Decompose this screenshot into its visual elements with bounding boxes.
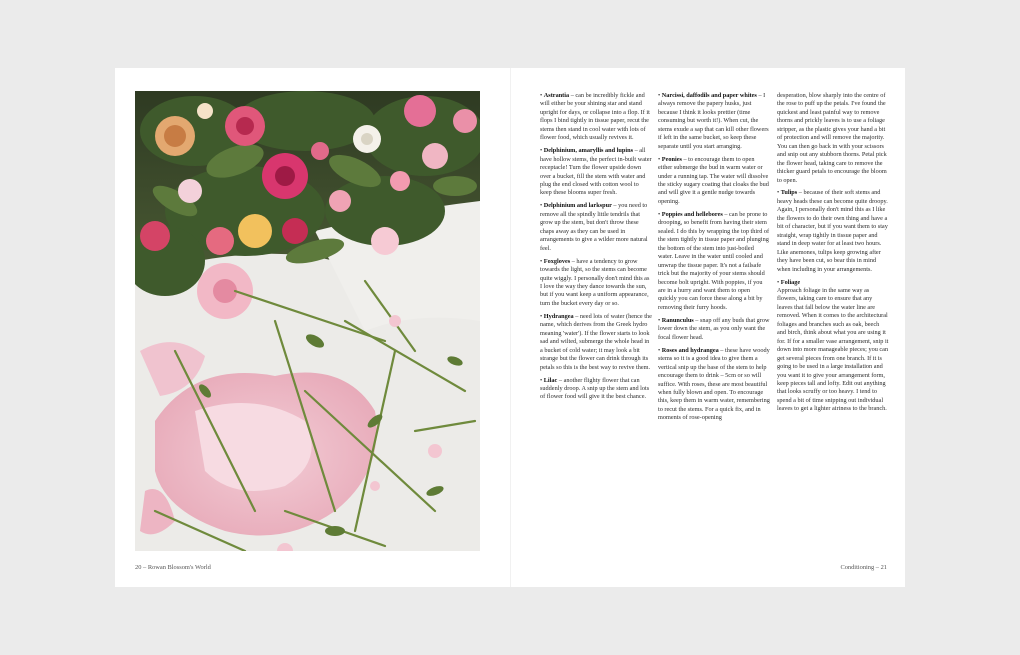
paragraph: • Narcissi, daffodils and paper whites – I always remove the papery husks, just because I think it looks prettier (time consuming but worth it!). When cut, the stems exude a sap that can kill other flowers if left in the same bucket, so keep these separate until you start arranging.: [658, 92, 769, 150]
page-fold: [510, 68, 511, 587]
footer-left: [135, 564, 211, 571]
entry-text: – I always remove the papery husks, just because I think it looks prettier (time consuming but worth it!). When cut, the stems exude a sap that can kill other flowers if left in the same bucket, so keep these separate until you start arranging.: [658, 92, 769, 150]
entry-text: – can be prone to drooping, so benefit from having their stem sealed. I do this by wrapping the top third of the stem tightly in tissue paper and plunging the bottom of the stem into just-boiled water. Leave in the water until cooled and unwrap the tissue paper. It's not a failsafe trick but the majority of your stems should become bolt upright. With poppies, if you are in a hurry and want them to open quickly you can force these along a bit by removing their furry hoods.: [658, 210, 770, 311]
footer-right: [840, 564, 887, 571]
entry-text: – because of their soft stems and heavy heads these can become quite droopy. Again, I personally don't mind this as I like the flowers to do their own thing and have a bit of character, but if you want them to stay straight, wrap tightly in tissue paper and stand in deep water for at least two hours. Like anemones, tulips keep growing after they have been cut, so bear this in mind when including in your arrangements.: [777, 189, 888, 273]
footer-separator-right: –: [875, 564, 879, 571]
text-column-3: [777, 92, 889, 418]
text-column-2: [658, 92, 770, 427]
entry-text: – another flighty flower that can suddenly droop. A snip up the stem and lots of flower food will give it the best chance.: [540, 376, 650, 401]
entry-text: – have a tendency to grow towards the light, so the stems can become quite wiggly. I personally don't mind this as I love the way they dance towards the sun, but if you want keep a uniform appearance, turn the bucket every day or so.: [540, 257, 650, 307]
entry-term: Tulips: [780, 189, 798, 197]
entry-text: – to encourage them to open either submerge the bud in warm water or under a running tap. The water will dissolve the sticky sugary coating that cloaks the bud and will give it a gentle nudge towards opening.: [658, 155, 769, 205]
entry-text: Approach foliage in the same way as flowers, taking care to ensure that any leaves that fall below the water line are removed. When it comes to the architectural foliages and branches such as oak, beech and birch, think about what you are using it for. If for a smaller vase arrangement, snip it down into more manageable pieces; you can get several pieces from one branch. If it is going to be used in a large installation and you want it to give your arrangement form, keep pieces tall and lofty. Edit out anything that looks scruffy or too heavy. I tend to spend a bit of time snipping out individual leaves to get a lighter airiness to the branch.: [777, 286, 889, 413]
entry-term: Peonies: [661, 155, 682, 163]
page-number-right: 21: [880, 564, 887, 571]
flower-photo-image: [135, 91, 480, 551]
book-title: Rowan Blossom's World: [147, 564, 211, 571]
entry-term: Roses and hydrangea: [661, 346, 719, 354]
entry-text: – snap off any buds that grow lower down the stem, as you only want the focal flower head.: [658, 316, 770, 341]
paragraph: • Delphinium and larkspur – you need to remove all the spindly little tendrils that grow up the stem, but don't throw these chaps away as they can be used in arrangements to give a wilder more natural feel.: [540, 202, 648, 252]
entry-text: desperation, blow sharply into the centre of the rose to puff up the petals. I've found the quickest and least painful way to remove thorns and prickly leaves is to use a foliage stripper, as the plastic gives your hand a bit of protection and will remove the majority. You can then go back in with your scissors and snip out any stubborn thorns. Petal pick the flower head, taking care to remove the thicker guard petals to encourage the bloom to open.: [777, 92, 887, 184]
paragraph: • Poppies and hellebores – can be prone to drooping, so benefit from having their stem sealed. I do this by wrapping the top third of the stem tightly in tissue paper and plunging the bottom of the stem into just-boiled water. Leave in the water until cooled and unwrap the tissue paper. It's not a failsafe trick but the majority of your stems should become bolt upright. With poppies, if you are in a hurry and want them to open quickly you can force these along a bit by removing their furry hoods.: [658, 210, 770, 311]
entry-term: Lilac: [543, 376, 558, 384]
chapter-title: Conditioning: [840, 564, 875, 571]
flower-photo: [135, 91, 480, 551]
footer-separator-left: –: [143, 564, 147, 571]
paragraph: • Ranunculus – snap off any buds that grow lower down the stem, as you only want the focal flower head.: [658, 316, 770, 341]
entry-text: – need lots of water (hence the name, which derives from the Greek hydro meaning 'water'). If the flower starts to look sad and wilted, submerge the whole head in a bucket of cold water; it may look a bit strange but the flower can drink through its petals so this is the best way to revive them.: [540, 312, 652, 371]
entry-term: Narcissi, daffodils and paper whites: [661, 92, 757, 99]
entry-term: Poppies and hellebores: [661, 210, 723, 218]
entry-text: – all have hollow stems, the perfect in-built water receptacle! Turn the flower upside down over a bucket, fill the stem with water and plug the end closed with cotton wool to keep these blooms super fresh.: [540, 147, 652, 197]
entry-text: – you need to remove all the spindly little tendrils that grow up the stem, but don't throw these chaps away as they can be used in arrangements to give a wilder more natural feel.: [540, 202, 648, 252]
entry-term: Foxgloves: [543, 257, 571, 265]
entry-term: Ranunculus: [661, 316, 694, 324]
paragraph: • Hydrangea – need lots of water (hence the name, which derives from the Greek hydro meaning 'water'). If the flower starts to look sad and wilted, submerge the whole head in a bucket of cold water; it may look a bit strange but the flower can drink through its petals so this is the best way to revive them.: [540, 312, 652, 371]
entry-text: – can be incredibly fickle and will either be your shining star and stand upright for days, or collapse into a flop. If it flops I bind tightly in tissue paper, recut the stems then stand in cool water with lots of flower food, which usually revives it.: [540, 92, 650, 142]
paragraph: • Foliage Approach foliage in the same way as flowers, taking care to ensure that any leaves that fall below the water line are removed. When it comes to the architectural foliages and branches such as oak, beech and birch, think about what you are using it for. If for a smaller vase arrangement, snip it down into more manageable pieces; you can get several pieces from one branch. If it is going to be used in a large installation and you want it to give your arrangement form, keep pieces tall and lofty. Edit out anything that looks scruffy or too heavy. I tend to spend a bit of time snipping out individual leaves to get a lighter airiness to the branch.: [777, 278, 889, 413]
page-number-left: 20: [135, 564, 142, 571]
entry-term: Delphinium and larkspur: [543, 202, 612, 210]
paragraph: • Peonies – to encourage them to open either submerge the bud in warm water or under a running tap. The water will dissolve the sticky sugary coating that cloaks the bud and will give it a gentle nudge towards opening.: [658, 155, 769, 205]
paragraph: • Astrantia – can be incredibly fickle and will either be your shining star and stand upright for days, or collapse into a flop. If it flops I bind tightly in tissue paper, recut the stems then stand in cool water with lots of flower food, which usually revives it.: [540, 92, 650, 142]
paragraph: • Roses and hydrangea – these have woody stems so it is a good idea to give them a vertical snip up the base of the stem to help encourage them to drink – 5cm or so will suffice. With roses, these are most beautiful when fully blown and open. To encourage this, keep them in warm water, remembering to recut the stems. For a quick fix, and in moments of rose-opening: [658, 346, 770, 422]
entry-term: Hydrangea: [543, 312, 574, 320]
entry-term: Astrantia: [543, 92, 570, 99]
paragraph: • Foxgloves – have a tendency to grow towards the light, so the stems can become quite wiggly. I personally don't mind this as I love the way they dance towards the sun, but if you want keep a uniform appearance, turn the bucket every day or so.: [540, 257, 650, 307]
paragraph: [777, 92, 889, 185]
text-column-1: [540, 92, 652, 406]
section-heading: Foliage: [780, 278, 801, 286]
paragraph: • Delphinium, amaryllis and lupins – all have hollow stems, the perfect in-built water receptacle! Turn the flower upside down over a bucket, fill the stem with water and plug the end closed with cotton wool to keep these blooms super fresh.: [540, 147, 652, 197]
entry-term: Delphinium, amaryllis and lupins: [543, 147, 634, 155]
paragraph: • Lilac – another flighty flower that can suddenly droop. A snip up the stem and lots of flower food will give it the best chance.: [540, 376, 650, 401]
paragraph: • Tulips – because of their soft stems and heavy heads these can become quite droopy. Again, I personally don't mind this as I like the flowers to do their own thing and have a bit of character, but if you want them to stay straight, wrap tightly in tissue paper and stand in deep water for at least two hours. Like anemones, tulips keep growing after they have been cut, so bear this in mind when including in your arrangements.: [777, 189, 888, 273]
book-spread: [115, 68, 905, 587]
entry-text: – these have woody stems so it is a good idea to give them a vertical snip up the base of the stem to help encourage them to drink – 5cm or so will suffice. With roses, these are most beautiful when fully blown and open. To encourage this, keep them in warm water, remembering to recut the stems. For a quick fix, and in moments of rose-opening: [658, 346, 770, 422]
